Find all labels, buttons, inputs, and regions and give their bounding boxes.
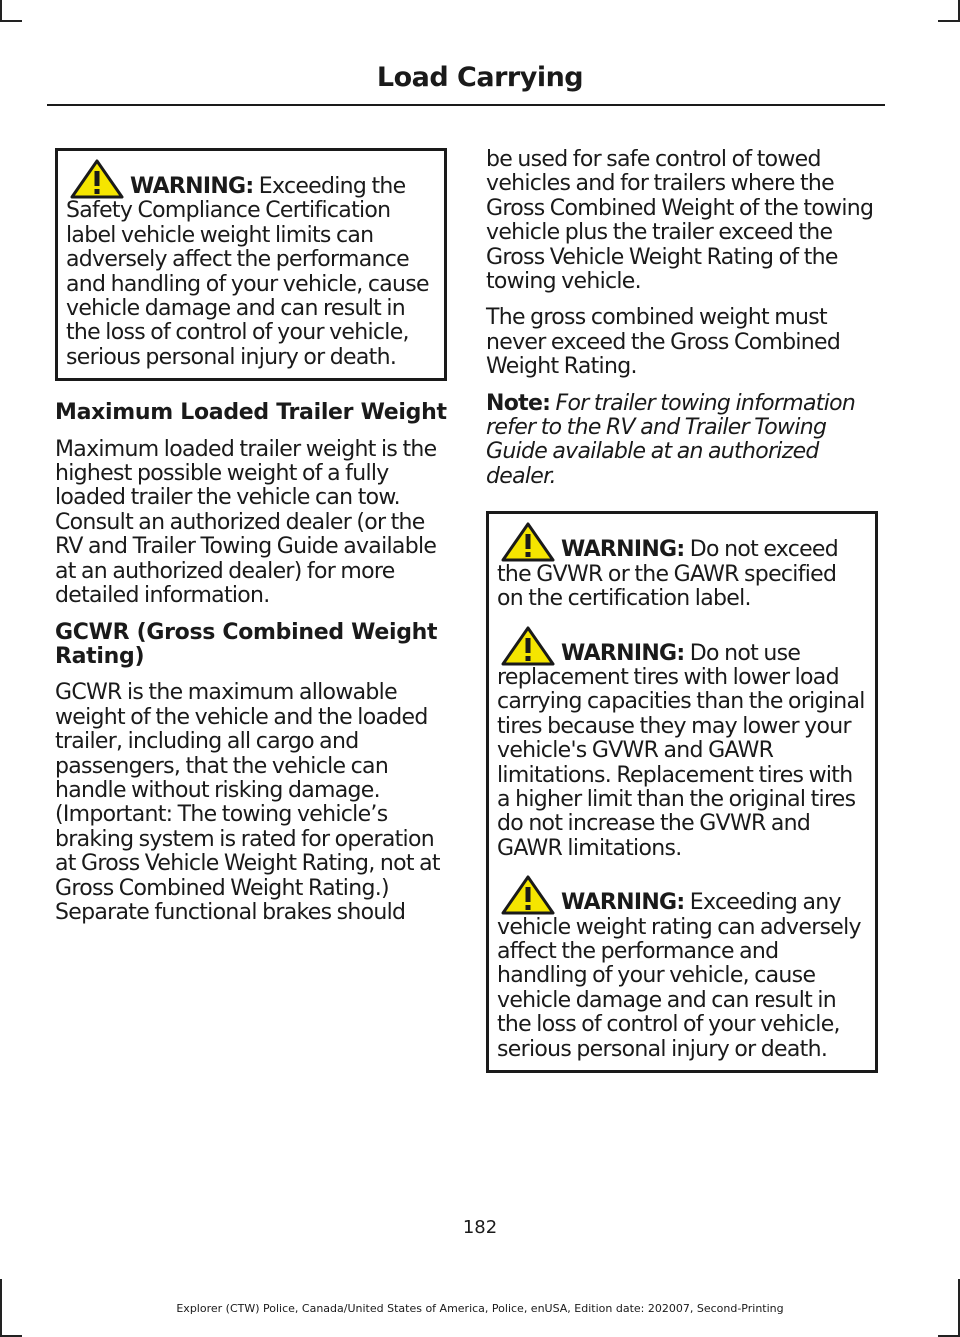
section-body: Maximum loaded trailer weight is the highest possible weight of a fully loaded trailer the vehicle can tow. Consult an authorized dealer (or the RV and Trailer Towing Guide available at an authorized dealer) for more detailed information. — [55, 436, 437, 609]
warning-text: Do not exceed the GVWR or the GAWR specified on the certification label. — [497, 537, 839, 612]
warning-box — [486, 511, 878, 1073]
header-divider — [47, 104, 885, 106]
warning-triangle-icon — [501, 522, 555, 562]
left-column — [55, 148, 447, 937]
right-column — [486, 148, 878, 1093]
warning-label: WARNING: — [561, 890, 685, 916]
warning-paragraph — [497, 875, 867, 1062]
crop-mark — [0, 20, 22, 22]
warning-triangle-icon — [70, 159, 124, 199]
warning-triangle-icon — [501, 626, 555, 666]
footer-text: Explorer (CTW) Police, Canada/United States of America, Police, enUSA, Edition date: 202007, Second-Printing — [176, 1302, 784, 1315]
note-text: For trailer towing information refer to the RV and Trailer Towing Guide available at an authorized dealer. — [486, 390, 856, 489]
note-paragraph — [486, 392, 878, 490]
warning-paragraph — [497, 626, 867, 862]
warning-paragraph — [66, 159, 436, 370]
warning-paragraph — [497, 522, 867, 611]
section-heading: GCWR (Gross Combined Weight Rating) — [55, 619, 438, 669]
page-title: Load Carrying — [376, 62, 584, 93]
section-heading: Maximum Loaded Trailer Weight — [55, 400, 447, 426]
crop-mark — [938, 20, 960, 22]
warning-label: WARNING: — [561, 537, 685, 563]
crop-mark — [0, 0, 2, 22]
continued-paragraph: be used for safe control of towed vehicles and for trailers where the Gross Combined Weight of the towing vehicle plus the trailer exceed the Gross Vehicle Weight Rating of the towing vehicle. — [486, 147, 874, 295]
warning-box — [55, 148, 447, 381]
warning-text: Exceeding any vehicle weight rating can adversely affect the performance and handling of your vehicle, cause vehicle damage and can result in the loss of control of your vehicle, serious personal injury or death. — [497, 890, 861, 1062]
page-number: 182 — [462, 1217, 498, 1238]
warning-text: Exceeding the Safety Compliance Certification label vehicle weight limits can adversely affect the performance and handling of your vehicle, cause vehicle damage and can result in the loss of control of your vehicle, serious personal injury or death. — [66, 174, 429, 370]
note-label: Note: — [486, 390, 551, 416]
warning-text: Do not use replacement tires with lower load carrying capacities than the original tires because they may lower your vehicle's GVWR and GAWR limitations. Replacement tires with a higher limit than the original tires do not increase the GVWR and GAWR limitations. — [497, 640, 865, 861]
warning-label: WARNING: — [561, 640, 685, 666]
warning-triangle-icon — [501, 875, 555, 915]
body-paragraph: The gross combined weight must never exceed the Gross Combined Weight Rating. — [486, 305, 841, 380]
section-body: GCWR is the maximum allowable weight of the vehicle and the loaded trailer, including all cargo and passengers, that the vehicle can handle without risking damage. (Important: The towing vehicle’s braking system is rated for operation at Gross Vehicle Weight Rating, not at Gross Combined Weight Rating.) Separate functional brakes should — [55, 680, 440, 925]
warning-label: WARNING: — [130, 174, 254, 199]
